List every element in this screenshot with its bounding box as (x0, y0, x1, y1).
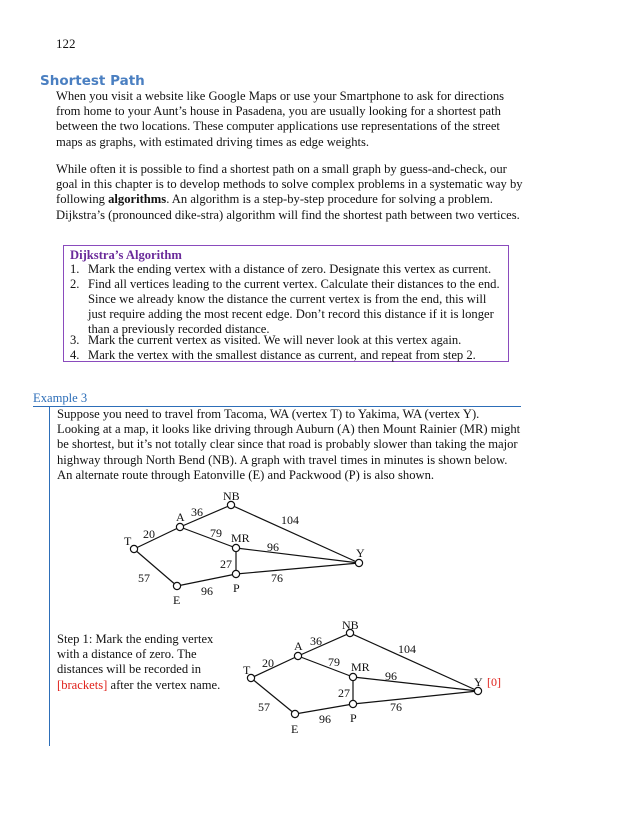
edge-weight: 96 (385, 669, 397, 683)
step-1-text (57, 632, 237, 693)
vertex-label: Y (356, 546, 365, 560)
step-text: Find all vertices leading to the current vertex. Calculate their distances to the end. Since we already know the distance the current vertex is from the end, this will just require adding the most recent edge. Don’t record this distance if it is longer than a previously recorded distance. (88, 277, 500, 336)
vertex-E (173, 582, 180, 589)
edge-MR-Y (236, 548, 359, 563)
vertex-label: A (176, 510, 185, 524)
vertex-label: NB (223, 489, 240, 503)
edge-P-Y (236, 563, 359, 574)
vertex-label: MR (231, 531, 250, 545)
step-text: Mark the vertex with the smallest distance as current, and repeat from step 2. (88, 348, 476, 362)
vertex-label: E (291, 722, 299, 736)
edge-weight: 36 (310, 634, 322, 648)
paragraph-text: While often it is possible to find a shortest path on a small graph by guess-and-check, our goal in this chapter is to develop methods to solve complex problems in a systematic way by following (56, 162, 523, 207)
vertex-MR (349, 673, 356, 680)
edge-A-MR (180, 527, 236, 548)
vertex-label: P (350, 711, 357, 725)
vertex-Y (355, 559, 362, 566)
edge-weight: 96 (319, 712, 331, 726)
example-label: Example 3 (33, 391, 88, 405)
vertex-label: NB (342, 618, 359, 632)
edge-weight: 76 (271, 571, 283, 585)
step-text: Mark the current vertex as visited. We will never look at this vertex again. (88, 333, 462, 347)
paragraph-text: after the vertex name. (107, 677, 221, 692)
example-side-bar (49, 406, 50, 746)
edge-weight: 20 (143, 527, 155, 541)
vertex-A (176, 523, 183, 530)
vertex-label: E (173, 593, 181, 607)
edge-weight: 57 (138, 571, 150, 585)
vertex-A (294, 652, 301, 659)
graph-diagram (110, 485, 380, 610)
edge-weight: 96 (201, 584, 213, 598)
step-text: Mark the ending vertex with a distance of zero. Designate this vertex as current. (88, 262, 492, 276)
edge-T-A (134, 527, 180, 549)
edge-weight: 76 (390, 700, 402, 714)
vertex-label: A (294, 639, 303, 653)
intro-paragraph-2 (56, 162, 526, 223)
edge-MR-Y (353, 677, 478, 691)
distance-label-Y: [0] (487, 675, 501, 689)
step-number: 2. (70, 277, 80, 291)
edge-A-NB (298, 633, 350, 656)
edge-A-NB (180, 505, 231, 527)
step-number: 3. (70, 333, 80, 347)
intro-paragraph-1: When you visit a website like Google Maps or use your Smartphone to ask for directions from home to your Aunt’s house in Pasadena, you are usually looking for a shortest path between the two locations. These computer applications use representations of the street maps as graphs, with estimated driving times as edge weights. (56, 89, 505, 149)
vertex-MR (232, 544, 239, 551)
algorithms-term: algorithms (108, 192, 167, 207)
example-text: Suppose you need to travel from Tacoma, WA (vertex T) to Yakima, WA (vertex Y). Looking at a map, it looks like driving through Auburn (A) then Mount Rainier (MR) might be shortest, but it’s not totally clear since that road is probably slower than taking the major highway through North Bend (NB). A graph with travel times in minutes is shown below. An alternate route through Eatonville (E) and Packwood (P) is also shown. (57, 407, 521, 482)
brackets-term: [brackets] (57, 677, 108, 692)
edge-T-A (251, 656, 298, 678)
vertex-P (349, 700, 356, 707)
vertex-label: P (233, 581, 240, 595)
edge-weight: 104 (398, 642, 416, 656)
vertex-T (130, 545, 137, 552)
graph-diagram-step-1 (236, 614, 516, 739)
step-number: 1. (70, 262, 80, 276)
step-number: 4. (70, 348, 80, 362)
paragraph-text: Step 1: Mark the ending vertex with a distance of zero. The distances will be recorded in (57, 632, 214, 677)
edge-weight: 36 (191, 505, 203, 519)
vertex-E (291, 710, 298, 717)
edge-weight: 27 (338, 686, 350, 700)
vertex-label: T (243, 663, 251, 677)
edge-weight: 79 (328, 655, 340, 669)
page-number: 122 (56, 36, 76, 51)
vertex-label: Y (474, 675, 483, 689)
edge-A-MR (298, 656, 353, 677)
vertex-P (232, 570, 239, 577)
edge-weight: 57 (258, 700, 270, 714)
vertex-label: MR (351, 660, 370, 674)
edge-weight: 79 (210, 526, 222, 540)
edge-weight: 96 (267, 540, 279, 554)
edge-weight: 27 (220, 557, 232, 571)
edge-weight: 20 (262, 656, 274, 670)
vertex-label: T (124, 534, 132, 548)
paragraph-text: . An algorithm is a step-by-step procedure for solving a problem. Dijkstra’s (pronounced dike-stra) algorithm will find the shortest path between two vertices. (56, 192, 520, 222)
section-title: Shortest Path (40, 73, 145, 89)
edge-weight: 104 (281, 513, 299, 527)
edge-P-Y (353, 691, 478, 704)
algorithm-title: Dijkstra’s Algorithm (70, 248, 182, 262)
